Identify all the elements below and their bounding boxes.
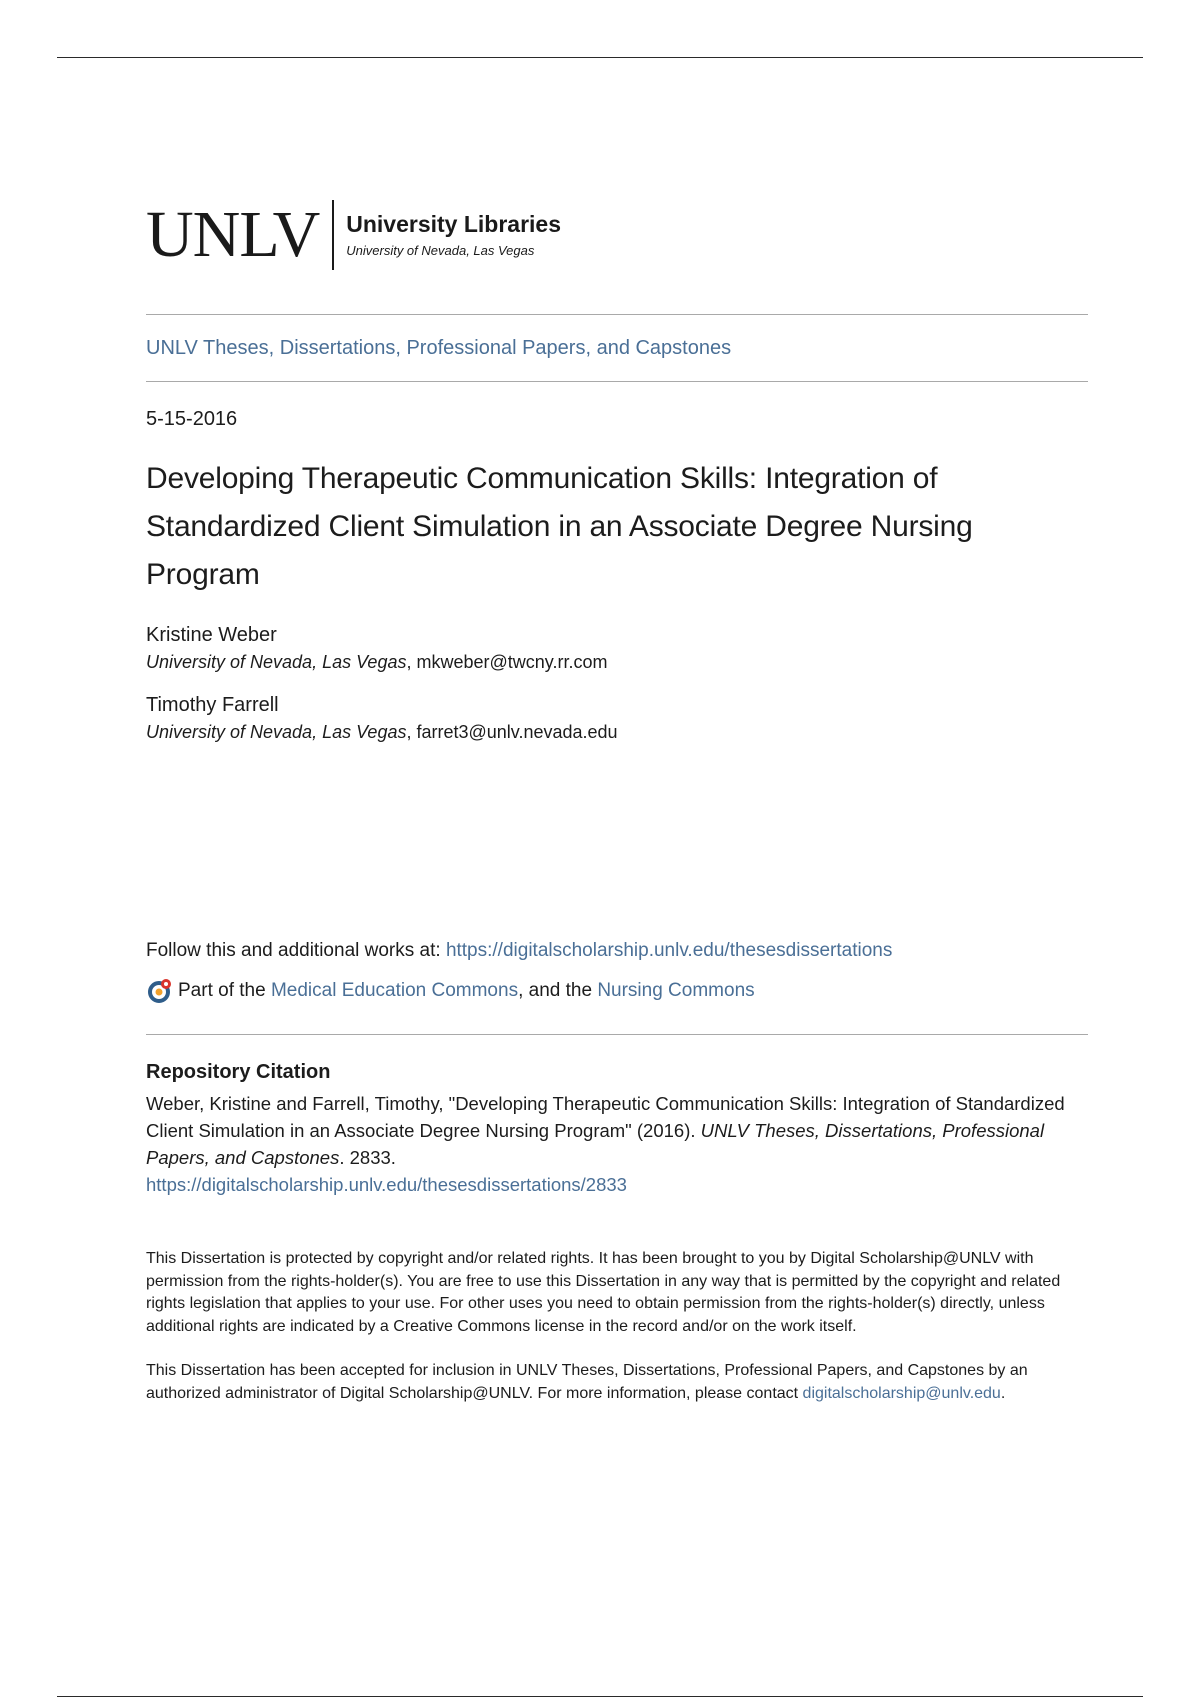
part-of-prefix: Part of the — [178, 980, 266, 1001]
medical-education-commons-link[interactable]: Medical Education Commons — [270, 980, 519, 1001]
network-icon — [146, 977, 174, 1005]
citation-text — [146, 1090, 1066, 1198]
follow-prefix: Follow this and additional works at: — [146, 940, 446, 961]
inclusion-paragraph — [146, 1360, 1071, 1405]
page-top-rule — [57, 57, 1143, 58]
citation-number: . 2833. — [339, 1147, 396, 1168]
citation-heading: Repository Citation — [146, 1061, 331, 1083]
rights-paragraph: This Dissertation is protected by copyright and/or related rights. It has been brought to you by Digital Scholarship@UNLV with permission from the rights-holder(s). You are free to use this Dissertation in any way that is permitted by the copyright and related rights legislation that applies to your use. For other uses you need to obtain permission from the rights-holder(s) directly, unless additional rights are indicated by a Creative Commons license in the record and/or on the work itself. — [146, 1250, 1061, 1335]
follow-line — [146, 937, 1088, 965]
logo-divider — [332, 200, 334, 270]
author-institution: University of Nevada, Las Vegas — [146, 722, 407, 742]
author-name: Timothy Farrell — [146, 694, 279, 716]
author-email: farret3@unlv.nevada.edu — [416, 722, 618, 742]
author-block — [146, 621, 1088, 675]
nursing-commons-link[interactable]: Nursing Commons — [597, 980, 755, 1001]
repository-citation — [146, 1058, 1088, 1198]
citation-main: Weber, Kristine and Farrell, Timothy, "Developing Therapeutic Communication Skills: Integration of Standardized Client Simulation in an Associate Degree Nursing Program" (2016). — [146, 1093, 1065, 1141]
divider — [146, 1034, 1088, 1035]
author-institution: University of Nevada, Las Vegas — [146, 652, 407, 672]
logo-subtitle: University of Nevada, Las Vegas — [346, 243, 535, 259]
follow-link[interactable]: https://digitalscholarship.unlv.edu/thesesdissertations — [445, 940, 893, 961]
part-of-line — [146, 976, 755, 1006]
logo-title: University Libraries — [346, 210, 562, 237]
author-name: Kristine Weber — [146, 624, 277, 646]
author-email: mkweber@twcny.rr.com — [416, 652, 608, 672]
divider — [146, 314, 1088, 315]
citation-link[interactable]: https://digitalscholarship.unlv.edu/thesesdissertations/2833 — [146, 1174, 627, 1195]
inclusion-text: This Dissertation has been accepted for inclusion in UNLV Theses, Dissertations, Professional Papers, and Capstones by an authorized administrator of Digital Scholarship@UNLV. For more information, please contact — [146, 1362, 1028, 1402]
divider — [146, 381, 1088, 382]
publication-date: 5-15-2016 — [146, 408, 238, 430]
logo-text — [346, 212, 561, 258]
unlv-libraries-logo — [146, 196, 1088, 274]
citation-series: UNLV Theses, Dissertations, Professional Papers, and Capstones — [146, 1120, 1045, 1168]
document-title: Developing Therapeutic Communication Skills: Integration of Standardized Client Simulation in an Associate Degree Nursing Program — [146, 462, 973, 591]
rights-statement — [146, 1248, 1071, 1427]
part-of-separator: , and the — [518, 980, 593, 1001]
logo-mark: UNLV — [146, 198, 320, 271]
cover-content — [146, 196, 1088, 745]
page-bottom-rule — [57, 1696, 1143, 1697]
author-affiliation: University of Nevada, Las Vegas, mkweber@twcny.rr.com — [146, 652, 608, 672]
contact-email-link[interactable]: digitalscholarship@unlv.edu — [802, 1384, 1001, 1402]
author-affiliation: University of Nevada, Las Vegas, farret3@unlv.nevada.edu — [146, 722, 618, 742]
collection-link[interactable]: UNLV Theses, Dissertations, Professional Papers, and Capstones — [146, 337, 732, 359]
author-block — [146, 691, 1088, 745]
contact-suffix: . — [1000, 1384, 1006, 1402]
